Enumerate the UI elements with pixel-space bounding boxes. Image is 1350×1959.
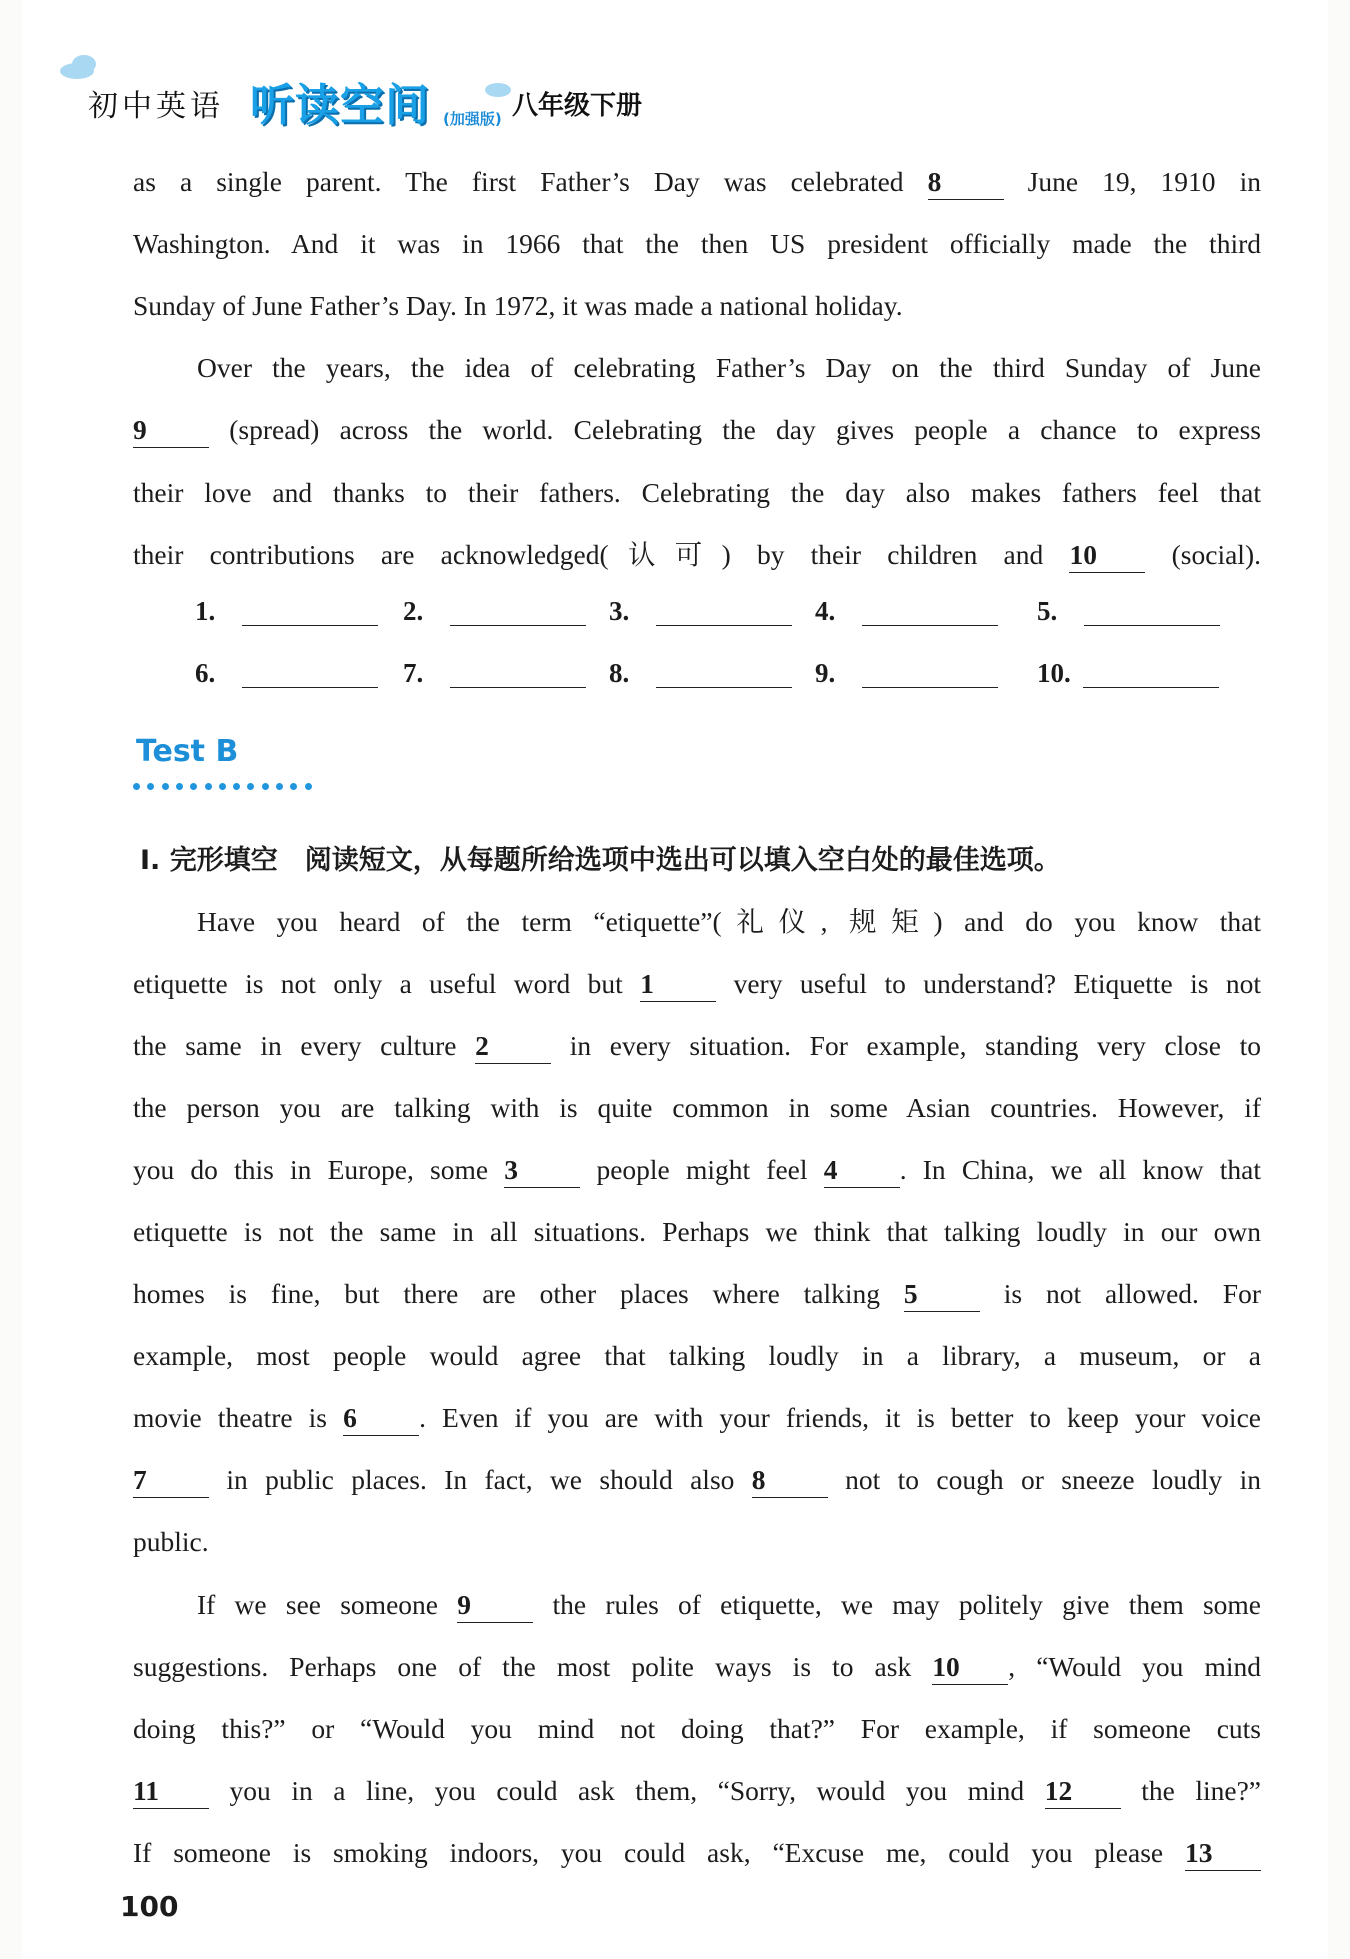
answer-number: 5. (1037, 596, 1058, 626)
blank-number[interactable]: 6 (343, 1401, 419, 1436)
passage-text: (spread) across the world. Celebrating the day gives people a chance to express (209, 414, 1261, 445)
passage-line (133, 1212, 1261, 1252)
passage-text: homes is fine, but there are other places where talking (133, 1278, 904, 1309)
dot-decoration (247, 783, 254, 790)
passage-text: doing this?” or “Would you mind not doing that?” For example, if someone cuts (133, 1713, 1261, 1744)
header-grade: 八年级下册 (512, 91, 643, 121)
blank-number[interactable]: 2 (475, 1029, 551, 1064)
answer-slot[interactable] (403, 596, 586, 627)
answer-line[interactable] (862, 599, 998, 626)
passage-line (133, 473, 1261, 513)
answer-number: 9. (815, 658, 836, 688)
answer-slot[interactable] (195, 658, 378, 689)
passage-line (133, 286, 1261, 326)
passage-text: movie theatre is (133, 1402, 344, 1433)
passage-text: Over the years, the idea of celebrating Father’s Day on the third Sunday of June (197, 352, 1261, 383)
passage-text: , “Would you mind (1008, 1651, 1261, 1682)
answer-slot[interactable] (1037, 658, 1219, 689)
passage-line (133, 902, 1261, 942)
dot-decoration (305, 783, 312, 790)
dot-decoration (133, 783, 140, 790)
answer-number: 4. (815, 596, 836, 626)
passage-line (133, 535, 1261, 575)
passage-text: the person you are talking with is quite common in some Asian countries. However, if (133, 1092, 1261, 1123)
answer-slot[interactable] (815, 658, 998, 689)
answer-line[interactable] (242, 661, 378, 688)
dot-decoration (219, 783, 226, 790)
passage-line (133, 1833, 1261, 1873)
dot-decoration (276, 783, 283, 790)
passage-line (133, 1398, 1261, 1438)
dot-decoration (162, 783, 169, 790)
answer-number: 1. (195, 596, 216, 626)
passage-line (133, 348, 1261, 388)
answer-slot[interactable] (1037, 596, 1220, 627)
passage-text: the same in every culture (133, 1030, 476, 1061)
passage-text: as a single parent. The first Father’s Day was celebrated (133, 166, 928, 197)
passage-line (133, 1088, 1261, 1128)
blank-number[interactable]: 8 (752, 1463, 828, 1498)
passage-text: in every situation. For example, standing very close to (551, 1030, 1261, 1061)
blank-number[interactable]: 10 (932, 1650, 1008, 1685)
section-heading: Ⅰ. 完形填空 阅读短文，从每题所给选项中选出可以填入空白处的最佳选项。 (140, 845, 1061, 876)
answer-number: 3. (609, 596, 630, 626)
answer-line[interactable] (656, 661, 792, 688)
answer-number: 2. (403, 596, 424, 626)
dot-decoration (147, 783, 154, 790)
passage-line (133, 1150, 1261, 1190)
answer-line[interactable] (1083, 661, 1219, 688)
passage-text: the line?” (1120, 1775, 1261, 1806)
answer-line[interactable] (450, 599, 586, 626)
passage-text: their love and thanks to their fathers. Celebrating the day also makes fathers feel that (133, 477, 1261, 508)
dot-decoration (262, 783, 269, 790)
passage-line (133, 1274, 1261, 1314)
passage-text: very useful to understand? Etiquette is not (716, 968, 1261, 999)
answer-slot[interactable] (609, 658, 792, 689)
passage-text: If someone is smoking indoors, you could ask, “Excuse me, could you please (133, 1837, 1185, 1868)
passage-line (133, 410, 1261, 450)
passage-text: June 19, 1910 in (1003, 166, 1261, 197)
answer-line[interactable] (862, 661, 998, 688)
answer-slot[interactable] (403, 658, 586, 689)
passage-text: you do this in Europe, some (133, 1154, 505, 1185)
header-edition: (加强版) (443, 110, 502, 128)
blank-number[interactable]: 11 (133, 1774, 209, 1809)
passage-text: Washington. And it was in 1966 that the then US president officially made the third (133, 228, 1261, 259)
blank-number[interactable]: 13 (1185, 1836, 1261, 1871)
passage-line (133, 162, 1261, 202)
page-header (60, 55, 760, 135)
header-brand-logo: 听读空间 (250, 80, 430, 131)
passage-text: If we see someone (197, 1589, 458, 1620)
answer-line[interactable] (242, 599, 378, 626)
passage-text: their contributions are acknowledged(认可) by their children and (133, 539, 1070, 570)
test-b-title: Test B (136, 734, 239, 769)
blank-number[interactable]: 10 (1069, 538, 1145, 573)
passage-text: people might feel (580, 1154, 824, 1185)
passage-line (133, 1585, 1261, 1625)
passage-text: Sunday of June Father’s Day. In 1972, it was made a national holiday. (133, 290, 903, 321)
dot-decoration (290, 783, 297, 790)
passage-text: public. (133, 1526, 209, 1557)
passage-text: etiquette is not only a useful word but (133, 968, 641, 999)
passage-line (133, 1026, 1261, 1066)
answer-line[interactable] (1084, 599, 1220, 626)
passage-text: the rules of etiquette, we may politely give them some (533, 1589, 1262, 1620)
blank-number[interactable]: 1 (640, 967, 716, 1002)
dot-decoration (176, 783, 183, 790)
dot-decoration (205, 783, 212, 790)
answer-number: 10. (1037, 658, 1071, 688)
passage-line (133, 1647, 1261, 1687)
passage-text: suggestions. Perhaps one of the most polite ways is to ask (133, 1651, 933, 1682)
passage-line (133, 1522, 1261, 1562)
passage-line (133, 964, 1261, 1004)
answer-slot[interactable] (195, 596, 378, 627)
passage-text: not to cough or sneeze loudly in (827, 1464, 1261, 1495)
passage-text: (social). (1145, 539, 1261, 570)
title-dotted-underline (133, 783, 323, 791)
passage-text: is not allowed. For (979, 1278, 1261, 1309)
passage-line (133, 224, 1261, 264)
passage-line (133, 1771, 1261, 1811)
passage-line (133, 1460, 1261, 1500)
blank-number[interactable]: 12 (1045, 1774, 1121, 1809)
dot-decoration (190, 783, 197, 790)
blank-number[interactable]: 8 (928, 165, 1004, 200)
passage-line (133, 1709, 1261, 1749)
dot-decoration (233, 783, 240, 790)
header-cloud-decoration (72, 55, 96, 73)
page-number: 100 (120, 1890, 179, 1923)
answer-number: 6. (195, 658, 216, 688)
blank-number[interactable]: 9 (133, 413, 209, 448)
blank-number[interactable]: 4 (824, 1153, 900, 1188)
passage-line (133, 1336, 1261, 1376)
passage-text: . Even if you are with your friends, it is better to keep your voice (419, 1402, 1261, 1433)
passage-text: etiquette is not the same in all situations. Perhaps we think that talking loudly in our own (133, 1216, 1261, 1247)
answer-slot[interactable] (815, 596, 998, 627)
passage-text: you in a line, you could ask them, “Sorry, would you mind (209, 1775, 1045, 1806)
answer-number: 7. (403, 658, 424, 688)
blank-number[interactable]: 3 (504, 1153, 580, 1188)
answer-slot[interactable] (609, 596, 792, 627)
passage-text: . In China, we all know that (899, 1154, 1261, 1185)
passage-text: Have you heard of the term “etiquette”(礼仪, 规矩) and do you know that (197, 906, 1261, 937)
header-cloud-decoration (485, 83, 511, 97)
answer-line[interactable] (450, 661, 586, 688)
answer-number: 8. (609, 658, 630, 688)
passage-text: in public places. In fact, we should also (209, 1464, 752, 1495)
blank-number[interactable]: 5 (904, 1277, 980, 1312)
blank-number[interactable]: 7 (133, 1463, 209, 1498)
answer-line[interactable] (656, 599, 792, 626)
passage-text: example, most people would agree that talking loudly in a library, a museum, or a (133, 1340, 1261, 1371)
header-series-title: 初中英语 (88, 89, 224, 124)
blank-number[interactable]: 9 (457, 1588, 533, 1623)
